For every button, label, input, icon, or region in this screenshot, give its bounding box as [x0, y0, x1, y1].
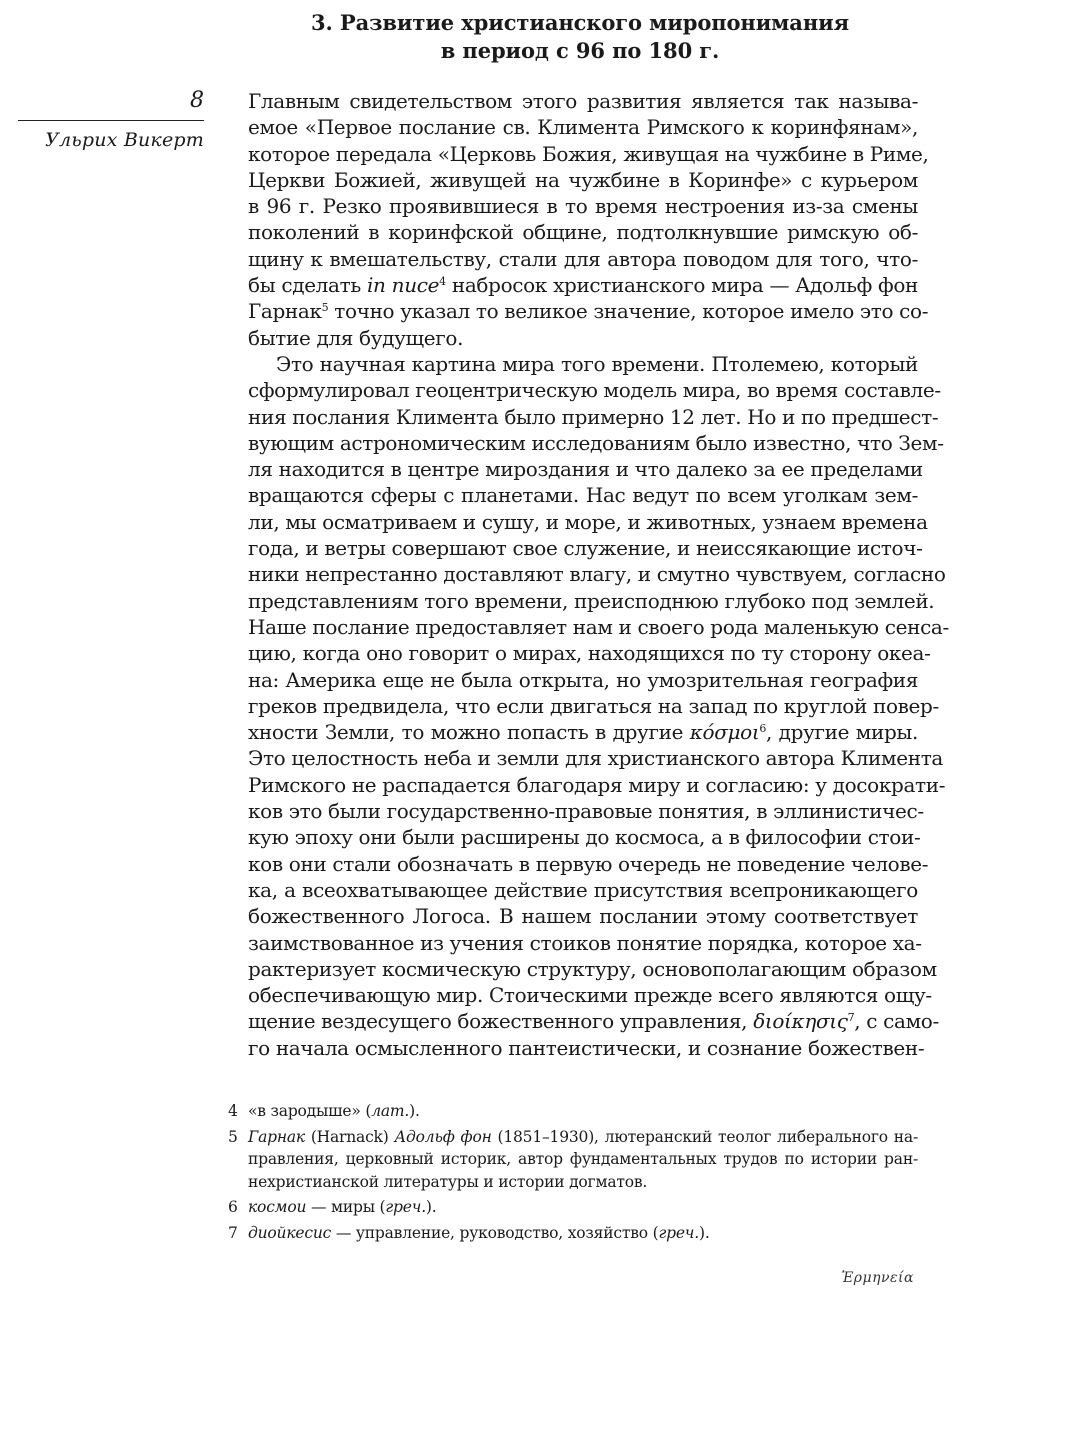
body-line: которое передала «Церковь Божия, живущая на чужбине в Риме,: [248, 141, 929, 166]
footnote-text: космои — миры (греч.).: [248, 1198, 437, 1217]
body-line: бытие для будущего.: [248, 325, 464, 350]
footnote-number: 6: [228, 1198, 238, 1217]
footnote-ref[interactable]: 7: [847, 1011, 855, 1025]
body-line: на: Америка еще не была открыта, но умозрительная география: [248, 667, 918, 692]
body-line: Римского не распадается благодаря миру и согласию: у досократи-: [248, 772, 946, 797]
footnote: [228, 1100, 918, 1123]
body-text: [248, 88, 949, 1061]
footnotes: [228, 1100, 918, 1248]
body-line: щение вездесущего божественного управления, διοίκησις$^7$, с само-: [248, 1009, 939, 1034]
body-line: Главным свидетельством этого развития является так называ-: [248, 89, 918, 113]
footnote-number: 5: [228, 1127, 238, 1146]
body-line: бы сделать in nuce$^4$ набросок христианского мира — Адольф фон: [248, 273, 919, 298]
footnote: [228, 1196, 918, 1219]
body-line: ля находится в центре мироздания и что далеко за ее пределами: [248, 457, 923, 482]
footnote-number: 4: [228, 1102, 238, 1120]
body-line: емое «Первое послание св. Климента Римского к коринфянам»,: [248, 115, 918, 140]
chapter-heading-line-1: 3. Развитие христианского миропонимания: [311, 10, 849, 35]
body-line: года, и ветры совершают свое служение, и неиссякающие источ-: [248, 536, 923, 561]
body-line: вующим астрономическим исследованиям было известно, что Зем-: [248, 430, 944, 455]
body-line: Это целостность неба и земли для христианского автора Климента: [248, 746, 943, 771]
body-line: обеспечивающую мир. Стоическими прежде всего являются ощу-: [248, 983, 932, 1008]
body-line: ков они стали обозначать в первую очередь не поведение челове-: [248, 851, 929, 876]
publisher-mark: Ἑρμηνεία: [841, 1270, 914, 1286]
footnote-text: «в зародыше» (лат.).: [248, 1102, 420, 1120]
body-line: поколений в коринфской общине, подтолкнувшие римскую об-: [248, 220, 918, 245]
footnote: [228, 1222, 918, 1245]
footnote-number: 7: [228, 1223, 238, 1242]
body-line: ники непрестанно доставляют влагу, и смутно чувствуем, согласно: [248, 562, 946, 587]
body-line: представлениям того времени, преисподнюю глубоко под землей.: [248, 588, 935, 613]
body-line: ния послания Климента было примерно 12 лет. Но и по предшест-: [248, 404, 939, 429]
footnote-text: диойкесис — управление, руководство, хозяйство (греч.).: [248, 1223, 710, 1242]
margin-column: [18, 86, 204, 151]
body-line: божественного Логоса. В нашем послании этому соответствует: [248, 904, 918, 929]
chapter-heading-line-2: в период с 96 по 180 г.: [440, 38, 720, 63]
page-number: 8: [190, 88, 204, 113]
body-line: Наше послание предоставляет нам и своего рода маленькую сенса-: [248, 614, 949, 639]
footnote: [228, 1126, 918, 1194]
body-line: щину к вмешательству, стали для автора поводом для того, что-: [248, 246, 918, 271]
body-line: Это научная картина мира того времени. Птолемею, который: [276, 351, 918, 376]
body-line: ли, мы осматриваем и сушу, и море, и животных, узнаем времена: [248, 509, 928, 534]
running-author: Ульрих Викерт: [45, 129, 204, 151]
body-line: хности Земли, то можно попасть в другие κόσμοι$^6$, другие миры.: [248, 720, 918, 745]
body-line: Гарнак$^5$ точно указал то великое значение, которое имело это со-: [248, 299, 929, 324]
body-line: вращаются сферы с планетами. Нас ведут по всем уголкам зем-: [248, 483, 918, 508]
footnote-ref[interactable]: 6: [759, 722, 766, 736]
body-line: заимствованное из учения стоиков понятие порядка, которое ха-: [248, 930, 922, 955]
body-line: го начала осмысленного пантеистически, и сознание божествен-: [248, 1035, 925, 1060]
body-line: Церкви Божией, живущей на чужбине в Коринфе» с курьером: [248, 167, 918, 192]
body-line: кую эпоху они были расширены до космоса, а в философии стои-: [248, 825, 921, 850]
footnote-ref[interactable]: 5: [321, 301, 329, 315]
footnote-text: Гарнак (Harnack) Адольф фон (1851–1930), лютеранский теолог либерального на- правления, церковный историк, автор фундаментальных трудов по истории ран- нехристианской литературы и истории догматов.: [248, 1127, 919, 1191]
body-line: в 96 г. Резко проявившиеся в то время нестроения из-за смены: [248, 194, 918, 219]
footnote-ref[interactable]: 4: [439, 275, 446, 289]
body-line: сформулировал геоцентрическую модель мира, во время составле-: [248, 378, 941, 403]
chapter-heading: [250, 9, 910, 65]
body-line: ков это были государственно-правовые понятия, в эллинистичес-: [248, 799, 924, 824]
body-line: ка, а всеохватывающее действие присутствия всепроникающего: [248, 877, 918, 902]
body-line: греков предвидела, что если двигаться на запад по круглой повер-: [248, 693, 939, 718]
body-line: цию, когда оно говорит о мирах, находящихся по ту сторону океа-: [248, 641, 931, 666]
margin-rule: [18, 120, 204, 121]
body-line: рактеризует космическую структуру, основополагающим образом: [248, 956, 937, 981]
